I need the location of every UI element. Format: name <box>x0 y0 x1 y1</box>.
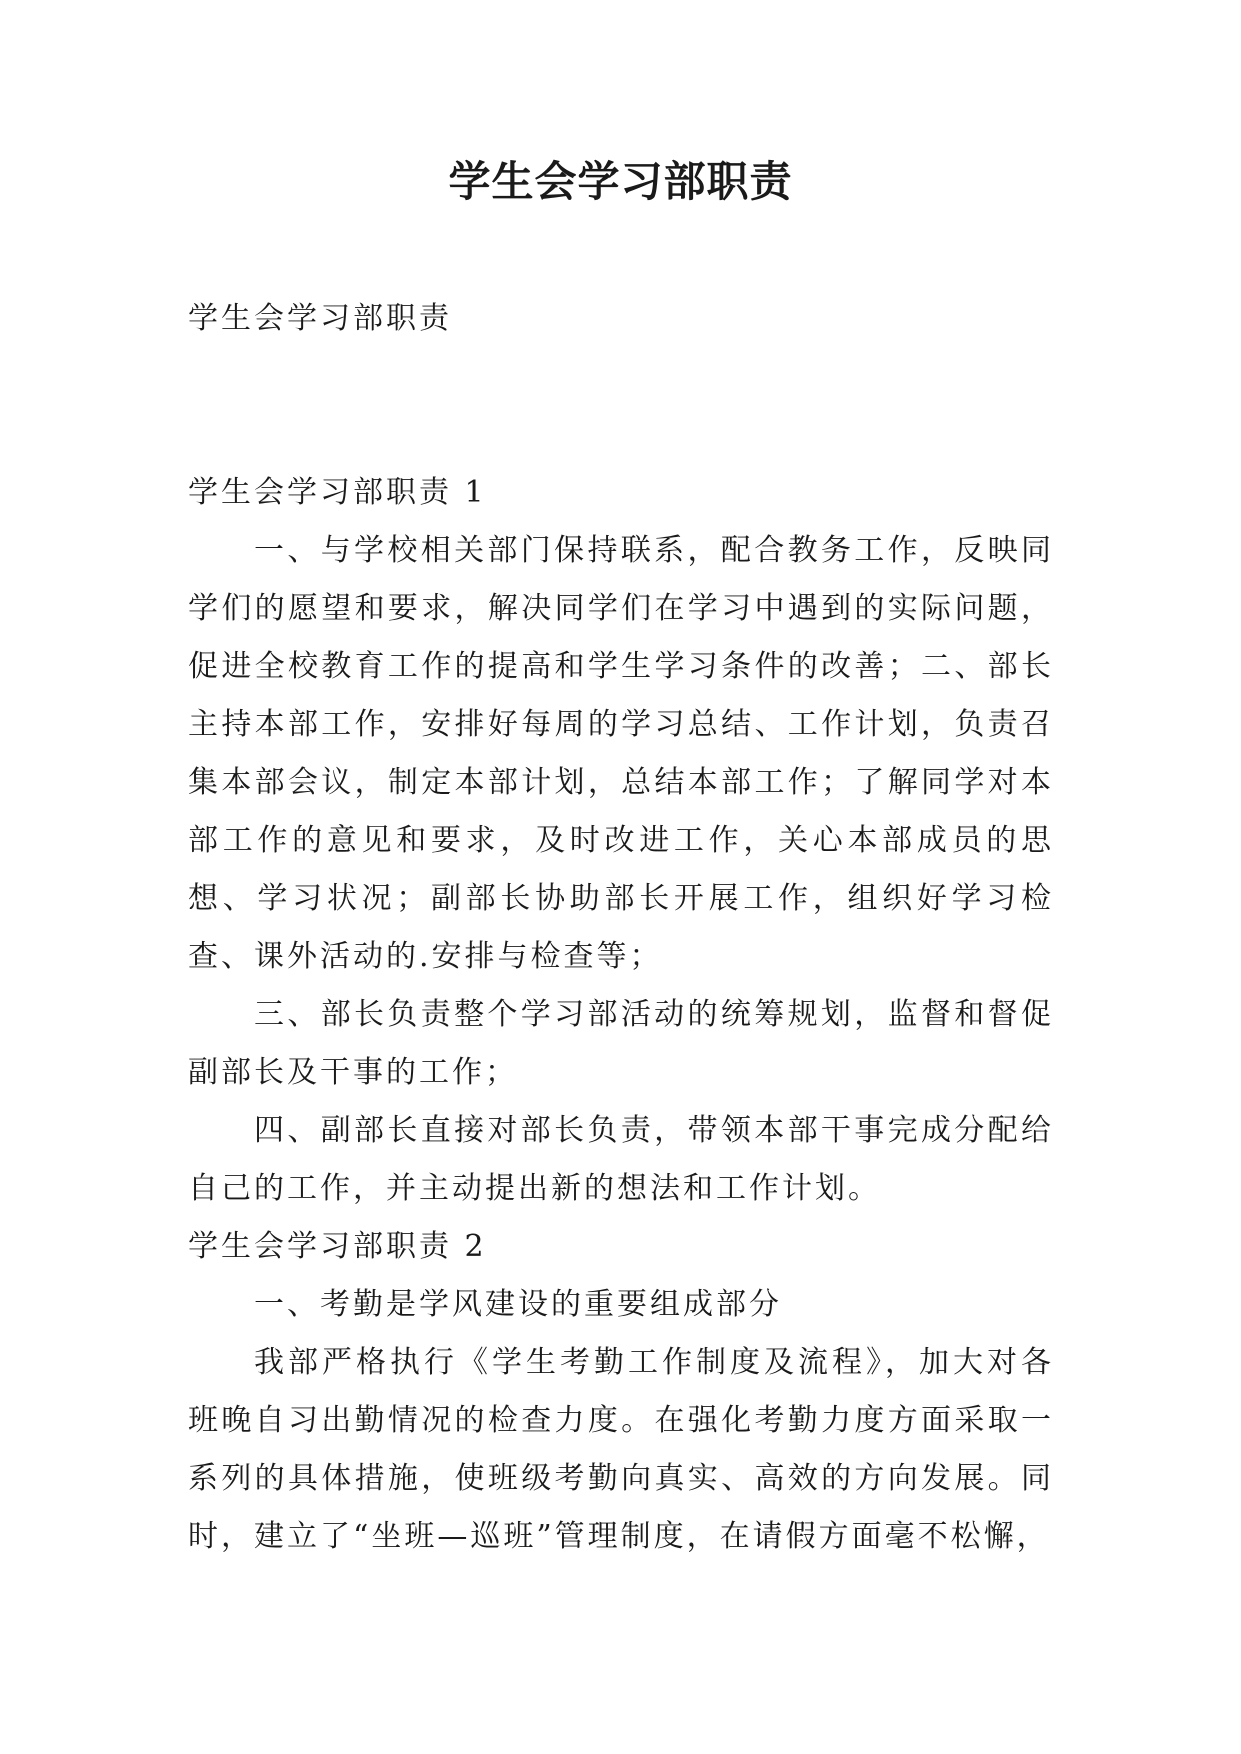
section-heading-1: 学生会学习部职责 1 <box>188 475 487 510</box>
document-subtitle: 学生会学习部职责 <box>188 301 452 336</box>
document-body <box>188 290 1054 1566</box>
paragraph-2: 三、部长负责整个学习部活动的统筹规划，监督和督促副部长及干事的工作； <box>188 997 1054 1090</box>
paragraph-3: 四、副部长直接对部长负责，带领本部干事完成分配给自己的工作，并主动提出新的想法和工作计划。 <box>188 1113 1054 1206</box>
paragraph-5: 我部严格执行《学生考勤工作制度及流程》，加大对各班晚自习出勤情况的检查力度。在强化考勤力度方面采取一系列的具体措施，使班级考勤向真实、高效的方向发展。同时，建立了“坐班—巡班”管理制度，在请假方面毫不松懈， <box>188 1345 1054 1554</box>
document-title: 学生会学习部职责 <box>448 157 793 206</box>
section-heading-2: 学生会学习部职责 2 <box>188 1229 487 1264</box>
paragraph-4: 一、考勤是学风建设的重要组成部分 <box>254 1287 782 1322</box>
paragraph-1: 一、与学校相关部门保持联系，配合教务工作，反映同学们的愿望和要求，解决同学们在学习中遇到的实际问题，促进全校教育工作的提高和学生学习条件的改善；二、部长主持本部工作，安排好每周的学习总结、工作计划，负责召集本部会议，制定本部计划，总结本部工作；了解同学对本部工作的意见和要求，及时改进工作，关心本部成员的思想、学习状况；副部长协助部长开展工作，组织好学习检查、课外活动的.安排与检查等； <box>188 533 1054 974</box>
